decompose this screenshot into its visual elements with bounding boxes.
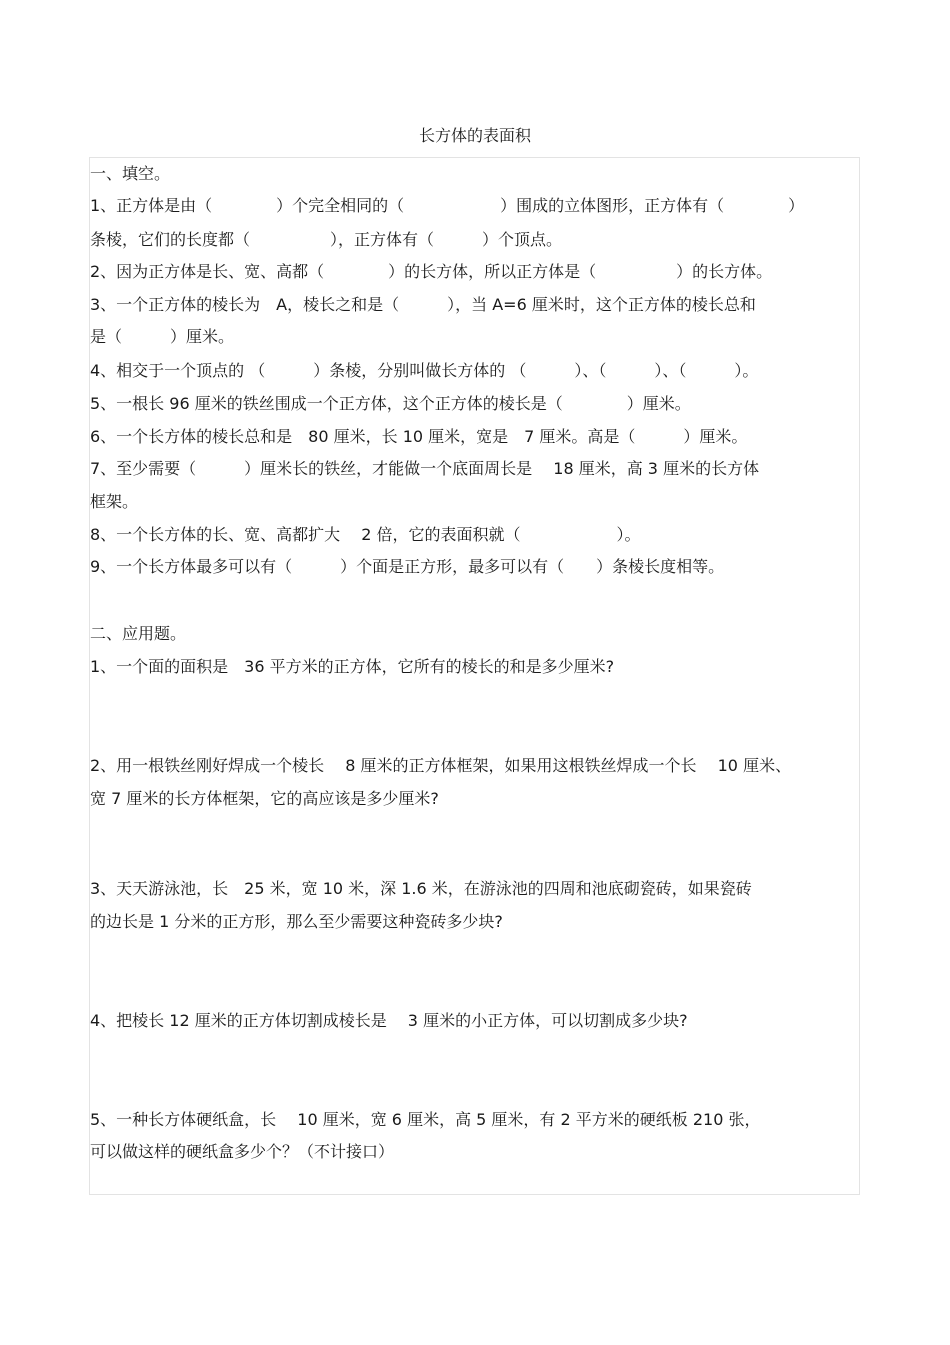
application-question-2: 2、用一根铁丝刚好焊成一个棱长 8 厘米的正方体框架，如果用这根铁丝焊成一个长 10 厘米、 — [90, 756, 792, 775]
application-question-3: 3、天天游泳池，长 25 米，宽 10 米，深 1.6 米，在游泳池的四周和池底砌瓷砖，如果瓷砖 — [90, 879, 752, 898]
section-heading-fill-in: 一、填空。 — [90, 164, 171, 183]
question-line: 9、一个长方体最多可以有（ ）个面是正方形，最多可以有（ ）条棱长度相等。 — [90, 557, 725, 576]
application-question-2-cont: 宽 7 厘米的长方体框架，它的高应该是多少厘米? — [90, 789, 439, 808]
question-line: 条棱，它们的长度都（ ），正方体有（ ）个顶点。 — [90, 230, 563, 249]
question-line: 8、一个长方体的长、宽、高都扩大 2 倍，它的表面积就（ ）。 — [90, 525, 641, 544]
question-line: 是（ ）厘米。 — [90, 327, 235, 346]
question-line: 框架。 — [90, 492, 139, 511]
question-line: 6、一个长方体的棱长总和是 80 厘米，长 10 厘米，宽是 7 厘米。高是（ ）厘米。 — [90, 427, 748, 446]
application-question-4: 4、把棱长 12 厘米的正方体切割成棱长是 3 厘米的小正方体，可以切割成多少块? — [90, 1011, 688, 1030]
page-title: 长方体的表面积 — [418, 126, 531, 145]
question-line: 7、至少需要（ ）厘米长的铁丝，才能做一个底面周长是 18 厘米，高 3 厘米的长方体 — [90, 459, 760, 478]
application-question-5-cont: 可以做这样的硬纸盒多少个？（不计接口） — [90, 1142, 395, 1161]
application-question-1: 1、一个面的面积是 36 平方米的正方体，它所有的棱长的和是多少厘米? — [90, 657, 615, 676]
question-line: 2、因为正方体是长、宽、高都（ ）的长方体，所以正方体是（ ）的长方体。 — [90, 262, 773, 281]
application-question-5: 5、一种长方体硬纸盒，长 10 厘米，宽 6 厘米，高 5 厘米，有 2 平方米的硬纸板 210 张， — [90, 1110, 761, 1129]
question-line: 1、正方体是由（ ）个完全相同的（ ）围成的立体图形，正方体有（ ） — [90, 196, 805, 215]
section-heading-application: 二、应用题。 — [90, 624, 187, 643]
question-line: 3、一个正方体的棱长为 A，棱长之和是（ ），当 A=6 厘米时，这个正方体的棱长总和 — [90, 295, 756, 314]
application-question-3-cont: 的边长是 1 分米的正方形，那么至少需要这种瓷砖多少块? — [90, 912, 503, 931]
question-line: 5、一根长 96 厘米的铁丝围成一个正方体，这个正方体的棱长是（ ）厘米。 — [90, 394, 691, 413]
question-line: 4、相交于一个顶点的 （ ）条棱，分别叫做长方体的 （ ）、（ ）、（ ）。 — [90, 361, 759, 380]
